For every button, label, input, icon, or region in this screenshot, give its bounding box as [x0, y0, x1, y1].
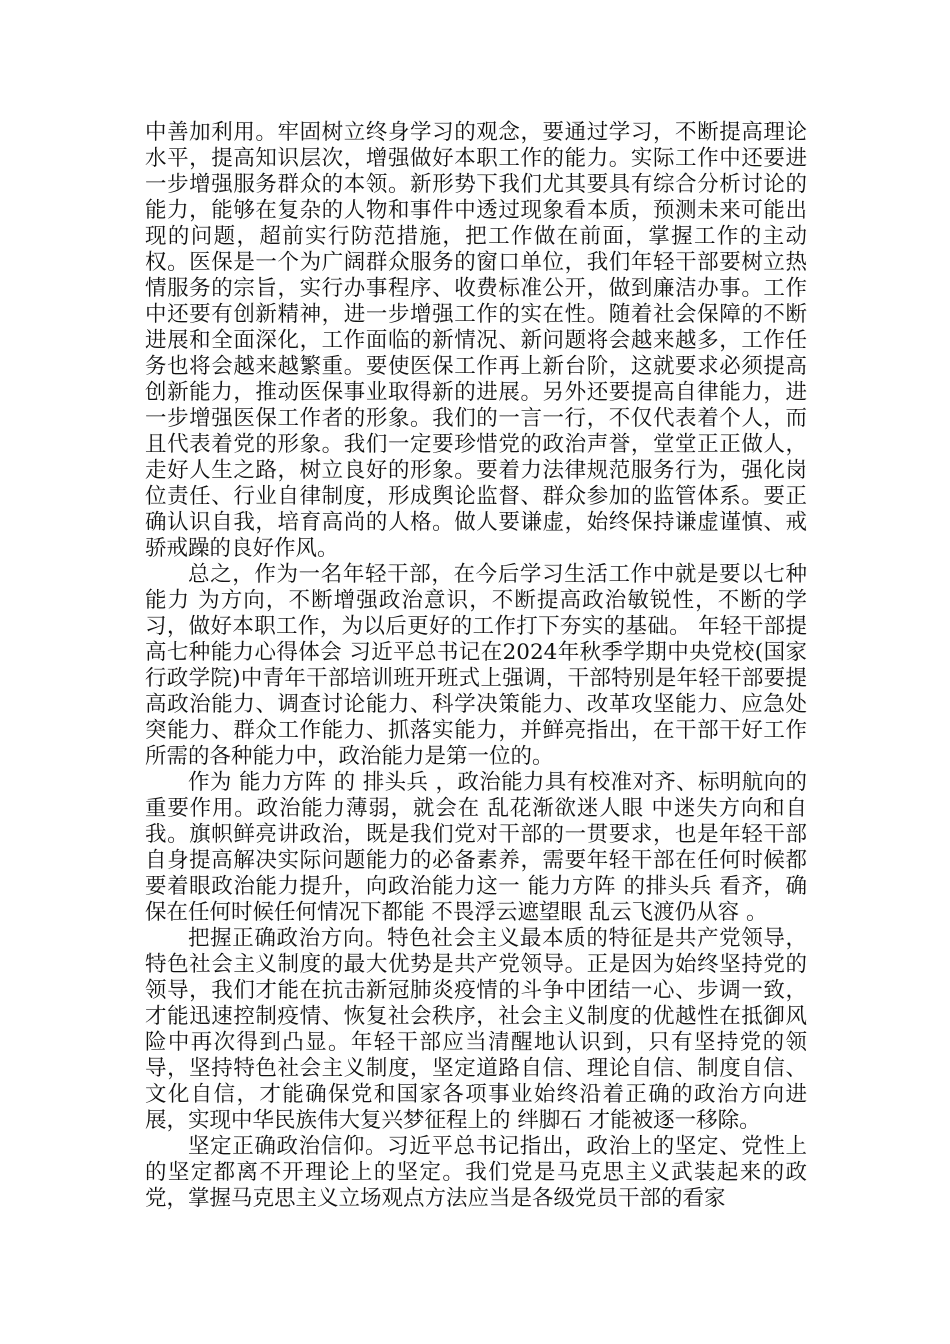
document-body — [145, 120, 807, 1212]
paragraph-1: 中善加利用。牢固树立终身学习的观念，要通过学习，不断提高理论水平，提高知识层次，增强做好本职工作的能力。实际工作中还要进一步增强服务群众的本领。新形势下我们尤其要具有综合分析讨论的能力，能够在复杂的人物和事件中透过现象看本质，预测未来可能出现的问题，超前实行防范措施，把工作做在前面，掌握工作的主动权。医保是一个为广阔群众服务的窗口单位，我们年轻干部要树立热情服务的宗旨，实行办事程序、收费标准公开，做到廉洁办事。工作中还要有创新精神，进一步增强工作的实在性。随着社会保障的不断进展和全面深化，工作面临的新情况、新问题将会越来越多，工作任务也将会越来越繁重。要使医保工作再上新台阶，这就要求必须提高创新能力，推动医保事业取得新的进展。另外还要提高自律能力，进一步增强医保工作者的形象。我们的一言一行，不仅代表着个人，而且代表着党的形象。我们一定要珍惜党的政治声誉，堂堂正正做人，走好人生之路，树立良好的形象。要着力法律规范服务行为，强化岗位责任、行业自律制度，形成舆论监督、群众参加的监管体系。要正确认识自我，培育高尚的人格。做人要谦虚，始终保持谦虚谨慎、戒骄戒躁的良好作风。 — [145, 120, 807, 561]
paragraph-3: 作为 能力方阵 的 排头兵 ，政治能力具有校准对齐、标明航向的重要作用。政治能力薄弱，就会在 乱花渐欲迷人眼 中迷失方向和自我。旗帜鲜亮讲政治，既是我们党对干部的一贯要求，也是年轻干部自身提高解决实际问题能力的必备素养，需要年轻干部在任何时候都要着眼政治能力提升，向政治能力这一 能力方阵 的排头兵 看齐，确保在任何时候任何情况下都能 不畏浮云遮望眼 乱云飞渡仍从容 。 — [145, 770, 807, 925]
paragraph-4: 把握正确政治方向。特色社会主义最本质的特征是共产党领导，特色社会主义制度的最大优势是共产党领导。正是因为始终坚持党的领导，我们才能在抗击新冠肺炎疫情的斗争中团结一心、步调一致，才能迅速控制疫情、恢复社会秩序，社会主义制度的优越性在抵御风险中再次得到凸显。年轻干部应当清醒地认识到，只有坚持党的领导，坚持特色社会主义制度，坚定道路自信、理论自信、制度自信、文化自信，才能确保党和国家各项事业始终沿着正确的政治方向进展，实现中华民族伟大复兴梦征程上的 绊脚石 才能被逐一移除。 — [145, 926, 807, 1133]
paragraph-2: 总之，作为一名年轻干部，在今后学习生活工作中就是要以七种能力 为方向，不断增强政治意识，不断提高政治敏锐性，不断的学习，做好本职工作，为以后更好的工作打下夯实的基础。 年轻干部提高七种能力心得体会 习近平总书记在2024年秋季学期中央党校(国家行政学院)中青年干部培训班开班式上强调，干部特别是年轻干部要提高政治能力、调查讨论能力、科学决策能力、改革攻坚能力、应急处突能力、群众工作能力、抓落实能力，并鲜亮指出，在干部干好工作所需的各种能力中，政治能力是第一位的。 — [145, 562, 807, 769]
paragraph-5: 坚定正确政治信仰。习近平总书记指出，政治上的坚定、党性上的坚定都离不开理论上的坚定。我们党是马克思主义武装起来的政党，掌握马克思主义立场观点方法应当是各级党员干部的看家 — [145, 1134, 807, 1211]
